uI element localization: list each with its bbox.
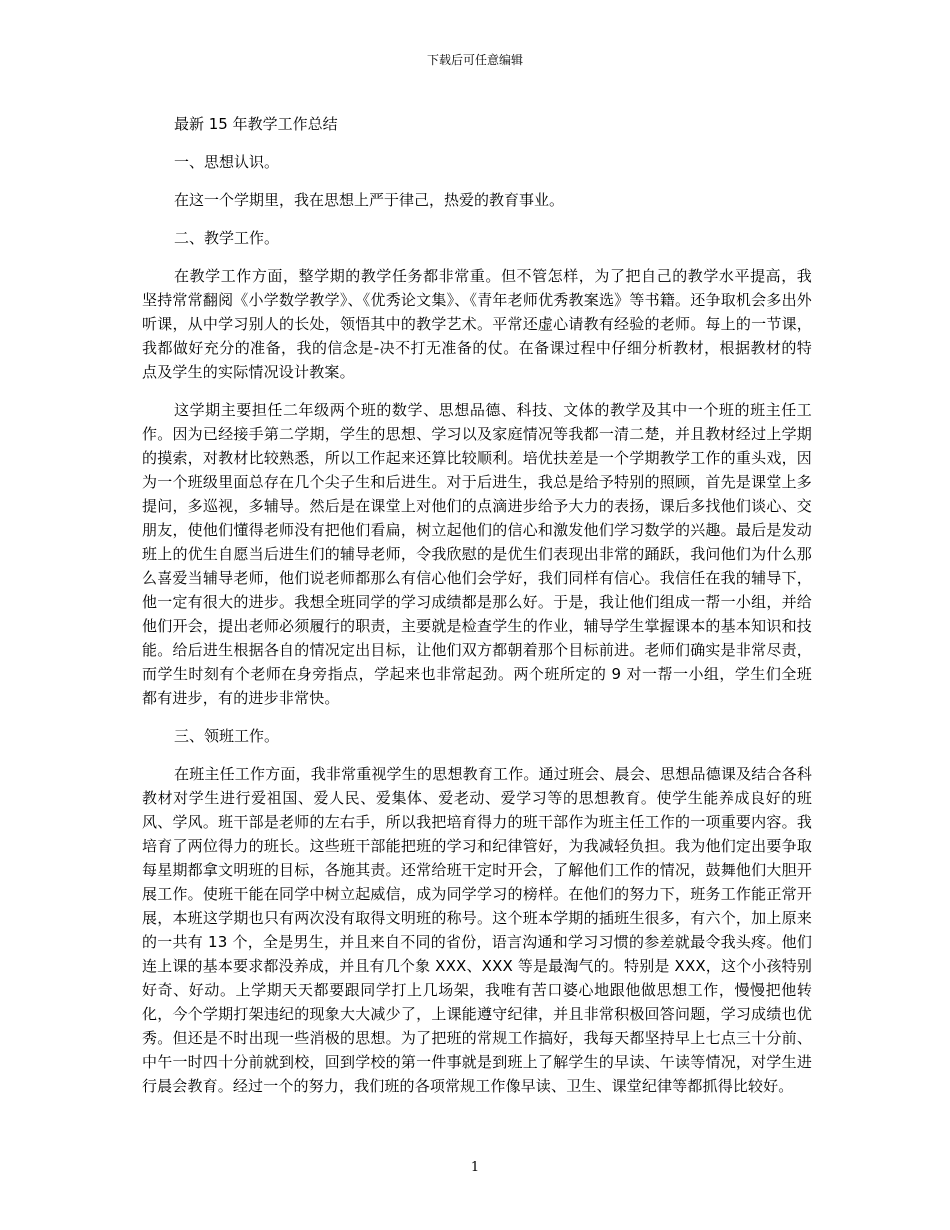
paragraph-class-leading: 在班主任工作方面，我非常重视学生的思想教育工作。通过班会、晨会、思想品德课及结合各科教材对学生进行爱祖国、爱人民、爱集体、爱老动、爱学习等的思想教育。使学生能养成良好的班风、学风。班干部是老师的左右手，所以我把培育得力的班干部作为班主任工作的一项重要内容。我培育了两位得力的班长。这些班干部能把班的学习和纪律管好，为我减轻负担。我为他们定出要争取每星期都拿文明班的目标，各施其责。还常给班干定时开会，了解他们工作的情况，鼓舞他们大胆开展工作。使班干能在同学中树立起威信，成为同学学习的榜样。在他们的努力下，班务工作能正常开展，本班这学期也只有两次没有取得文明班的称号。这个班本学期的插班生很多，有六个，加上原来的一共有 13 个，全是男生，并且来自不同的省份，语言沟通和学习习惯的参差就最令我头疼。他们连上课的基本要求都没养成，并且有几个象 XXX、XXX 等是最淘气的。特别是 XXX，这个小孩特别好奇、好动。上学期天天都要跟同学打上几场架，我唯有苦口婆心地跟他做思想工作，慢慢把他转化，今个学期打架违纪的现象大大减少了，上课能遵守纪律，并且非常积极回答问题，学习成绩也优秀。但还是不时出现一些消极的思想。为了把班的常规工作搞好，我每天都坚持早上七点三十分前、中午一时四十分前就到校，回到学校的第一件事就是到班上了解学生的早读、午读等情况，对学生进行晨会教育。经过一个的努力，我们班的各项常规工作像早读、卫生、课堂纪律等都抓得比较好。 bbox=[142, 765, 812, 1095]
document-title: 最新 15 年教学工作总结 bbox=[174, 115, 338, 133]
paragraph-teaching-1: 在教学工作方面，整学期的教学任务都非常重。但不管怎样，为了把自己的教学水平提高，我坚持常常翻阅《小学数学教学》、《优秀论文集》、《青年老师优秀教案选》等书籍。还争取机会多出外听课，从中学习别人的长处，领悟其中的教学艺术。平常还虚心请教有经验的老师。每上的一节课，我都做好充分的准备，我的信念是-决不打无准备的仗。在备课过程中仔细分析教材，根据教材的特点及学生的实际情况设计教案。 bbox=[142, 267, 812, 381]
section-heading-class-leading: 三、领班工作。 bbox=[174, 727, 280, 745]
section-heading-teaching: 二、教学工作。 bbox=[174, 229, 280, 247]
header-note: 下载后可任意编辑 bbox=[426, 53, 523, 67]
section-heading-thought: 一、思想认识。 bbox=[174, 153, 280, 171]
document-body bbox=[142, 112, 812, 1112]
page-number: 1 bbox=[470, 1160, 480, 1175]
paragraph-teaching-2: 这学期主要担任二年级两个班的数学、思想品德、科技、文体的教学及其中一个班的班主任工作。因为已经接手第二学期，学生的思想、学习以及家庭情况等我都一清二楚，并且教材经过上学期的摸索，对教材比较熟悉，所以工作起来还算比较顺利。培优扶差是一个学期教学工作的重头戏，因为一个班级里面总存在几个尖子生和后进生。对于后进生，我总是给予特别的照顾，首先是课堂上多提问，多巡视，多辅导。然后是在课堂上对他们的点滴进步给予大力的表扬，课后多找他们谈心、交朋友，使他们懂得老师没有把他们看扁，树立起他们的信心和激发他们学习数学的兴趣。最后是发动班上的优生自愿当后进生们的辅导老师，令我欣慰的是优生们表现出非常的踊跃，我问他们为什么那么喜爱当辅导老师，他们说老师都那么有信心他们会学好，我们同样有信心。我信任在我的辅导下，他一定有很大的进步。我想全班同学的学习成绩都是那么好。于是，我让他们组成一帮一小组，并给他们开会，提出老师必须履行的职责，主要就是检查学生的作业，辅导学生掌握课本的基本知识和技能。给后进生根据各自的情况定出目标，让他们双方都朝着那个目标前进。老师们确实是非常尽责，而学生时刻有个老师在身旁指点，学起来也非常起劲。两个班所定的 9 对一帮一小组，学生们全班都有进步，有的进步非常快。 bbox=[142, 401, 812, 707]
section-paragraph-thought: 在这一个学期里，我在思想上严于律己，热爱的教育事业。 bbox=[174, 191, 565, 209]
